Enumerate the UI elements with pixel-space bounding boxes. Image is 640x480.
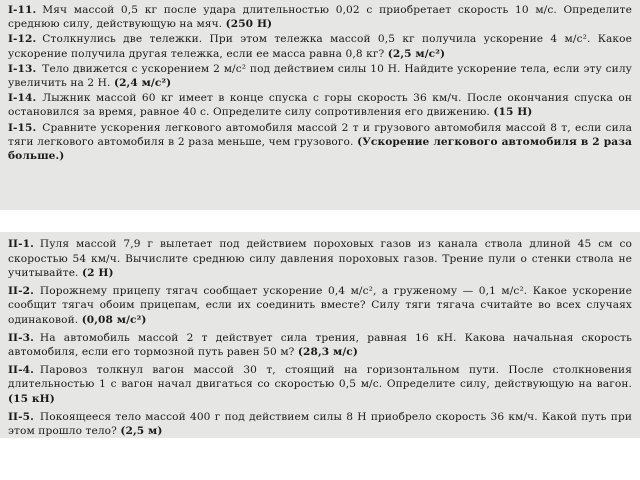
problem-answer: (2,5 м) xyxy=(120,425,163,438)
problem-answer: (15 Н) xyxy=(493,106,533,119)
problem-I-11 xyxy=(8,3,632,31)
problem-II-1 xyxy=(8,237,632,281)
problem-text: На автомобиль массой 2 т действует сила трения, равная 16 кН. Какова начальная скорость автомобиля, если его тормозной путь равен 50 м? xyxy=(8,331,632,359)
problem-text: Паровоз толкнул вагон массой 30 т, стоящий на горизонтальном пути. После столкновения длительностью 1 с вагон начал двигаться со скоростью 0,5 м/с. Определите силу, действующую на вагон. xyxy=(8,363,632,391)
problem-answer: (Ускорение легкового автомобиля в 2 раза больше.) xyxy=(8,135,633,163)
problem-text: Покоящееся тело массой 400 г под действием силы 8 Н приобрело скорость 36 км/ч. Какой путь при этом прошло тело? xyxy=(8,410,632,438)
problem-text: Лыжник массой 60 кг имеет в конце спуска с горы скорость 36 км/ч. После окончания спуска он остановился за время, равное 40 с. Определите силу сопротивления его движению. xyxy=(8,92,632,119)
problem-I-14 xyxy=(8,91,632,119)
problem-text: Порожнему прицепу тягач сообщает ускорение 0,4 м/с², а груженому — 0,1 м/с². Какое ускорение сообщит тягач обоим прицепам, если их соединить вместе? Силу тяги тягача считайте во всех случаях одинаковой. xyxy=(8,284,632,326)
problem-text: Столкнулись две тележки. При этом тележка массой 0,5 кг получила ускорение 4 м/с². Какое ускорение получила другая тележка, если ее масса равна 0,8 кг? xyxy=(8,33,632,60)
problem-II-3 xyxy=(8,331,632,360)
problem-answer: (250 Н) xyxy=(225,18,273,31)
problem-number: II-4. xyxy=(8,363,34,376)
problem-set-2 xyxy=(0,232,640,438)
problem-answer: (0,08 м/с²) xyxy=(81,313,147,326)
problem-I-15 xyxy=(8,121,632,164)
problem-answer: (2 Н) xyxy=(82,267,114,280)
problem-answer: (28,3 м/с) xyxy=(297,346,358,359)
problem-text: Мяч массой 0,5 кг после удара длительностью 0,02 с приобретает скорость 10 м/с. Определите среднюю силу, действующую на мяч. xyxy=(8,4,632,31)
problem-number: II-5. xyxy=(8,410,34,423)
problem-answer: (15 кН) xyxy=(8,392,55,405)
problem-number: I-14. xyxy=(8,92,37,105)
problem-II-5 xyxy=(8,410,632,439)
problem-answer: (2,4 м/с²) xyxy=(113,77,172,90)
problem-number: I-13. xyxy=(8,62,37,75)
problem-I-13 xyxy=(8,62,632,90)
problem-answer: (2,5 м/с²) xyxy=(387,47,446,60)
problem-text: Сравните ускорения легкового автомобиля массой 2 т и грузового автомобиля массой 8 т, если сила тяги легкового автомобиля в 2 раза меньше, чем грузового. xyxy=(8,121,632,148)
problem-text: Тело движется с ускорением 2 м/с² под действием силы 10 Н. Найдите ускорение тела, если эту силу увеличить на 2 Н. xyxy=(8,62,632,90)
problem-set-1 xyxy=(0,0,640,210)
problem-number: II-2. xyxy=(8,284,34,297)
problem-number: II-1. xyxy=(8,238,34,250)
problem-text: Пуля массой 7,9 г вылетает под действием пороховых газов из канала ствола длиной 45 см со скоростью 54 км/ч. Вычислите среднюю силу давления пороховых газов. Трение пули о стенки ствола не учитывайте. xyxy=(8,238,632,280)
problem-I-12 xyxy=(8,32,632,60)
problem-number: II-3. xyxy=(8,331,34,344)
problem-number: I-15. xyxy=(8,121,37,134)
problem-number: I-11. xyxy=(8,4,37,16)
problem-II-4 xyxy=(8,363,632,407)
problem-number: I-12. xyxy=(8,33,37,46)
problem-II-2 xyxy=(8,284,632,328)
